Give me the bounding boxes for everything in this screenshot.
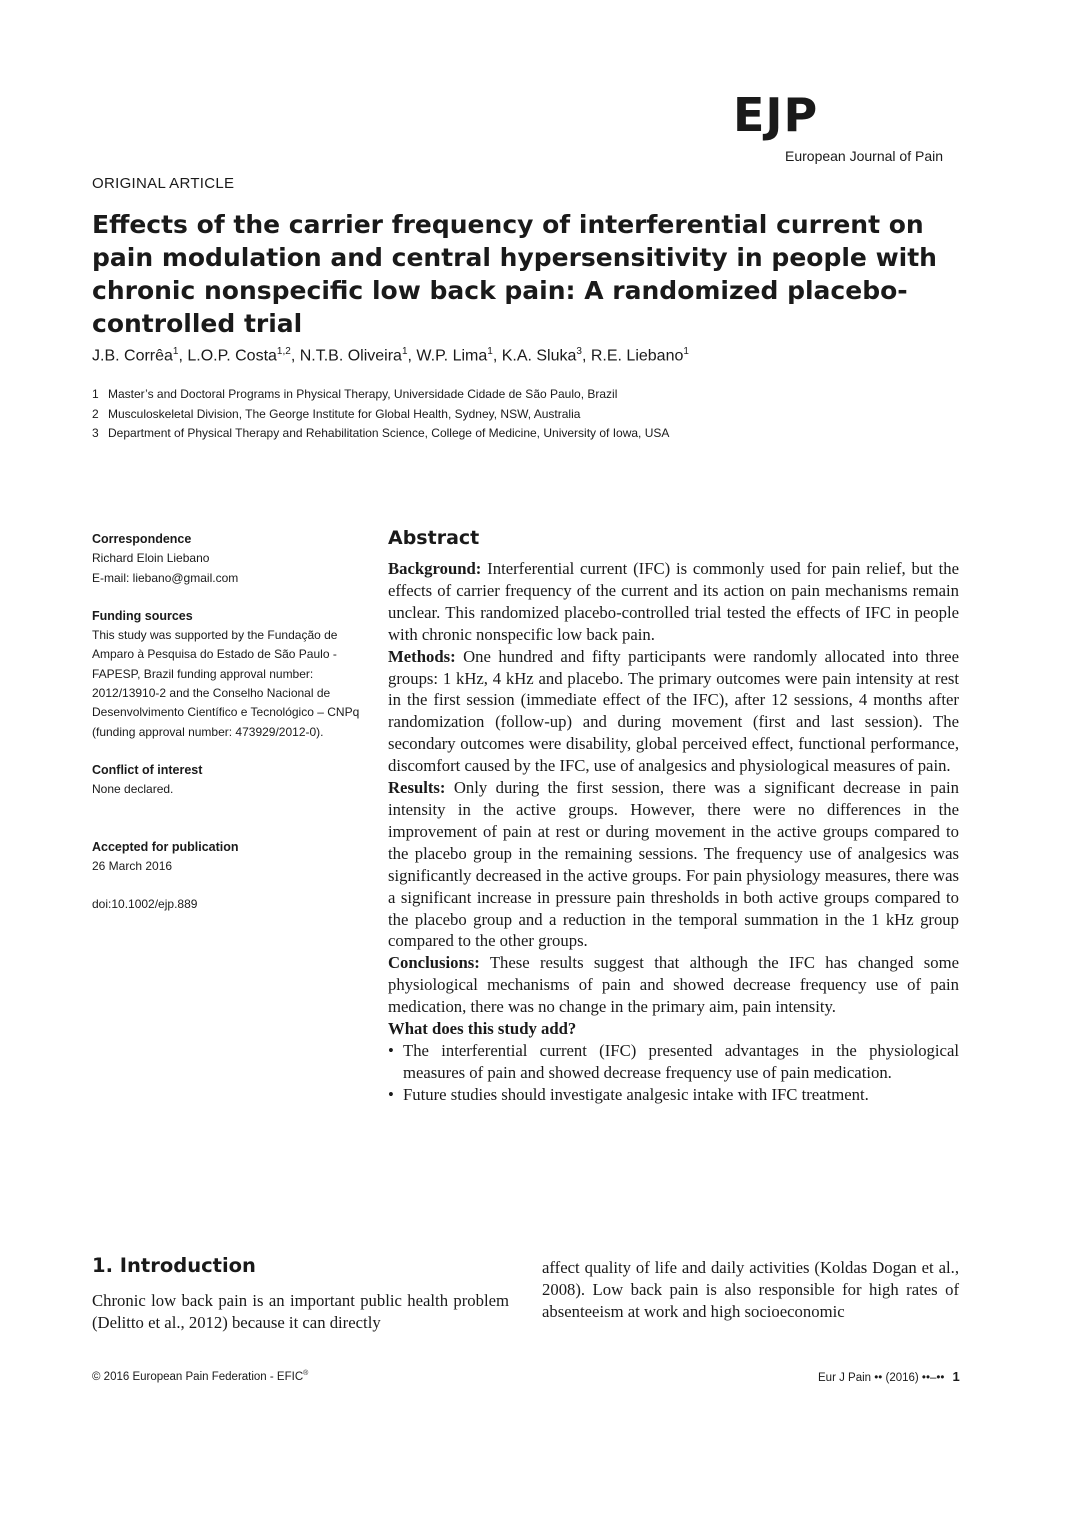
abstract-methods xyxy=(388,646,959,777)
footer-citation xyxy=(818,1369,960,1384)
author-affiliation-marker: 3 xyxy=(576,346,582,357)
results-label: Results: xyxy=(388,778,446,798)
funding-block xyxy=(92,607,362,742)
registered-mark: ® xyxy=(303,1370,309,1377)
funding-heading: Funding sources xyxy=(92,608,193,623)
affiliation-text: Master’s and Doctoral Programs in Physical Therapy, Universidade Cidade de São Paulo, Brazil xyxy=(108,387,618,401)
journal-name: European Journal of Pain xyxy=(785,148,943,164)
author-affiliation-marker: 1 xyxy=(683,346,689,357)
abstract-heading: Abstract xyxy=(388,527,480,549)
list-item: • Future studies should investigate analgesic intake with IFC treatment. xyxy=(388,1084,959,1106)
journal-logo-mark: EJP xyxy=(733,88,819,142)
conflict-text: None declared. xyxy=(92,782,174,797)
affiliation-text: Musculoskeletal Division, The George Institute for Global Health, Sydney, NSW, Australia xyxy=(108,406,581,421)
author-affiliation-marker: 1 xyxy=(487,346,493,357)
affiliation-text: Department of Physical Therapy and Rehabilitation Science, College of Medicine, University of Iowa, USA xyxy=(108,426,670,440)
results-text: Only during the first session, there was a significant decrease in pain intensity in the active groups. However, there were no differences in the improvement of pain at rest or during movement in the active groups compared to the placebo group in the remaining sessions. The frequency use of analgesics was significantly decreased in the active groups. For pain physiology measures, there was a significant increase in pressure pain thresholds in both active groups compared to the placebo group and a reduction in the temporal summation in the 1 kHz group compared to the other groups. xyxy=(388,778,959,951)
conflict-block xyxy=(92,761,362,800)
author-affiliation-marker: 1 xyxy=(172,346,179,357)
author-name: L.O.P. Costa xyxy=(187,347,277,365)
author-name: N.T.B. Oliveira xyxy=(299,347,402,365)
correspondence-email: E-mail: liebano@gmail.com xyxy=(92,570,239,585)
affiliation-item xyxy=(92,405,992,425)
conflict-heading: Conflict of interest xyxy=(92,762,203,777)
funding-text: This study was supported by the Fundação de Amparo à Pesquisa do Estado de São Paulo - FAPESP, Brazil funding approval number: 2012/13910-2 and the Conselho Nacional de Desenvolvimento Científico e Tecnológico – CNPq (funding approval number: 473929/2012-0). xyxy=(92,628,360,739)
background-label: Background: xyxy=(388,559,482,578)
affiliation-item xyxy=(92,424,992,444)
correspondence-heading: Correspondence xyxy=(92,532,192,546)
journal-logo xyxy=(733,88,973,172)
correspondence-name: Richard Eloin Liebano xyxy=(92,551,210,566)
methods-text: One hundred and fifty participants were randomly allocated into three groups: 1 kHz, 4 kHz and placebo. The primary outcomes were pain intensity at rest in the first session (immediate effect of the IFC), after 12 sessions, 4 months after randomization (follow-up) and during movement (first and last session). The secondary outcomes were disability, global perceived effect, functional performance, discomfort caused by the IFC, use of analgesics and physiological measures of pain. xyxy=(388,646,959,776)
conclusions-text: These results suggest that although the IFC has changed some physiological mechanisms of pain and showed decrease frequency use of pain medication, there was no change in the primary aim, pain intensity. xyxy=(388,953,959,1017)
introduction-column-1: Chronic low back pain is an important public health problem (Delitto et al., 2012) because it can directly xyxy=(92,1291,509,1332)
introduction-heading: 1. Introduction xyxy=(92,1254,256,1277)
what-does-study-add-heading: What does this study add? xyxy=(388,1019,577,1039)
doi-text: doi:10.1002/ejp.889 xyxy=(92,897,198,912)
author-list: J.B. Corrêa$^1$, L.O.P. Costa$^{1,2}$, N.T.B. Oliveira$^1$, W.P. Lima$^1$, K.A. Sluka$^3$, R.E. Liebano$^1$ xyxy=(92,346,689,365)
copyright-text: © 2016 European Pain Federation - EFIC xyxy=(92,1370,304,1383)
affiliation-number: 2 xyxy=(92,406,99,421)
article-sidebar xyxy=(92,530,362,914)
page-number: 1 xyxy=(952,1369,960,1384)
author-name: J.B. Corrêa xyxy=(92,347,173,365)
author-affiliation-marker: 1,2 xyxy=(276,346,291,357)
list-item: • The interferential current (IFC) presented advantages in the physiological measures of pain and showed decrease frequency use of pain medication. xyxy=(388,1040,959,1084)
abstract-conclusions xyxy=(388,952,959,1018)
author-name: W.P. Lima xyxy=(416,347,488,365)
abstract-results xyxy=(388,777,959,952)
article-type-label: ORIGINAL ARTICLE xyxy=(92,175,235,192)
accepted-date: 26 March 2016 xyxy=(92,858,173,873)
conclusions-label: Conclusions: xyxy=(388,953,480,973)
affiliation-list xyxy=(92,385,992,444)
abstract-background xyxy=(388,558,959,646)
author-name: R.E. Liebano xyxy=(590,347,684,365)
affiliation-number: 1 xyxy=(92,387,99,401)
author-name: K.A. Sluka xyxy=(501,347,577,365)
citation-text: Eur J Pain •• (2016) ••–•• xyxy=(818,1372,945,1384)
abstract-section xyxy=(388,527,959,1106)
methods-label: Methods: xyxy=(388,646,456,666)
affiliation-item xyxy=(92,385,992,405)
accepted-block xyxy=(92,838,362,877)
what-does-study-add-list xyxy=(388,1040,959,1106)
author-affiliation-marker: 1 xyxy=(401,346,408,357)
background-text: Interferential current (IFC) is commonly used for pain relief, but the effects of carrier frequency of the current and its action on pain mechanisms remain unclear. This randomized placebo-controlled trial tested the effects of IFC in people with chronic nonspecific low back pain. xyxy=(388,559,959,644)
introduction-column-2: affect quality of life and daily activities (Koldas Dogan et al., 2008). Low back pain is also responsible for high rates of absenteeism at work and high socioeconomic xyxy=(542,1258,959,1321)
accepted-heading: Accepted for publication xyxy=(92,839,239,854)
footer-copyright xyxy=(92,1370,308,1383)
affiliation-number: 3 xyxy=(92,426,99,440)
article-title: Effects of the carrier frequency of interferential current on pain modulation and central hypersensitivity in people with chronic nonspecific low back pain: A randomized placebo-controlled trial xyxy=(92,210,937,338)
correspondence-block xyxy=(92,530,362,588)
